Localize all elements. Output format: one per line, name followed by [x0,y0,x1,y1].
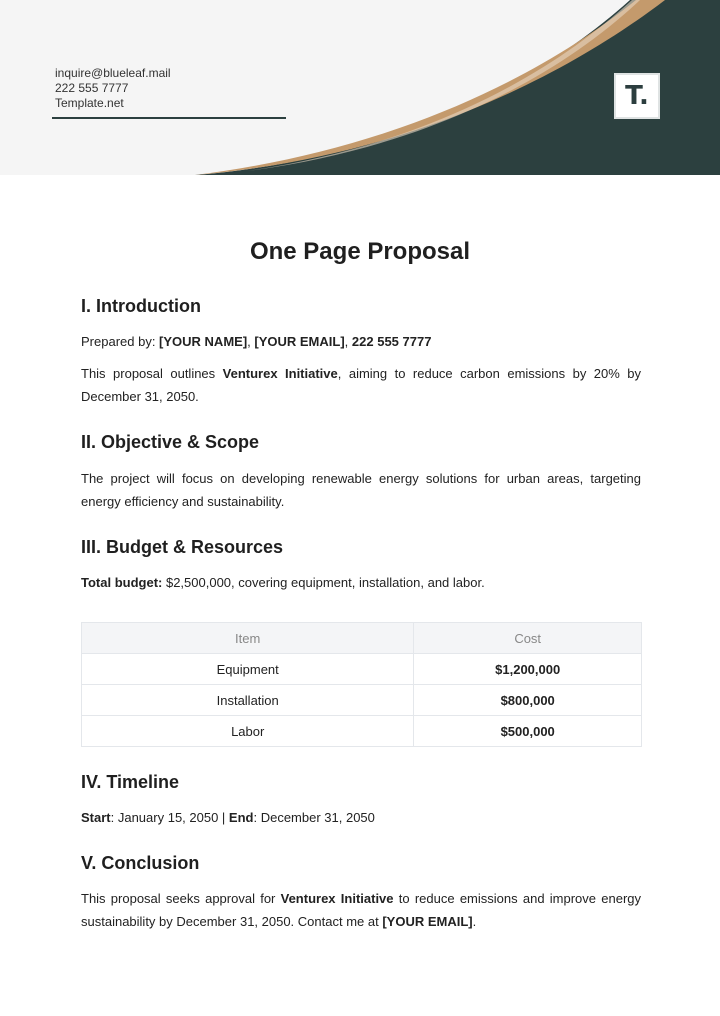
contact-email[interactable]: inquire@blueleaf.mail [55,66,171,80]
prepared-by [81,330,641,353]
timeline-dates [81,806,641,829]
timeline-end-label: End [228,810,254,825]
conclusion-paragraph [81,887,641,933]
conclusion-text-mid: to reduce emissions and improve energy sustainability by December 31, 2050. Contact me at [81,891,642,929]
table-row [82,685,642,716]
section-objective [81,432,641,453]
header-banner [0,0,720,175]
section-timeline [81,772,641,793]
prepared-phone: 222 555 7777 [351,334,432,349]
page-title: One Page Proposal [249,238,471,265]
prepared-email: [YOUR EMAIL] [254,334,345,349]
objective-heading: II. Objective & Scope [81,432,260,452]
budget-total [81,571,641,594]
section-conclusion [81,853,641,874]
table-cell-cost: $800,000 [414,685,642,716]
intro-text-pre: This proposal outlines [81,366,223,381]
table-row [82,716,642,747]
budget-total-label: Total budget: [81,575,163,590]
logo: T. [614,73,660,119]
introduction-heading: I. Introduction [81,296,201,316]
intro-text-post: , aiming to reduce carbon emissions by 20% by December 31, 2050. [81,366,642,404]
contact-website[interactable]: Template.net [55,96,124,110]
table-cell-item: Labor [82,716,414,747]
prepared-sep-2: , [344,334,352,349]
section-budget [81,537,641,558]
table-header-cost: Cost [414,623,642,654]
table-cell-cost: $1,200,000 [414,654,642,685]
timeline-end-value: : December 31, 2050 [253,810,375,825]
table-row [82,654,642,685]
prepared-name: [YOUR NAME] [159,334,248,349]
contact-info [55,66,171,111]
prepared-sep-1: , [247,334,255,349]
contact-divider [52,117,286,119]
intro-project-name: Venturex Initiative [222,366,338,381]
introduction-paragraph [81,362,641,408]
table-cell-item: Equipment [82,654,414,685]
objective-text: The project will focus on developing renewable energy solutions for urban areas, targeting energy efficiency and sustainability. [81,471,641,509]
budget-table [81,622,642,747]
budget-total-text: $2,500,000, covering equipment, installation, and labor. [162,575,485,590]
objective-paragraph [81,467,641,513]
timeline-start-label: Start [81,810,111,825]
conclusion-heading: V. Conclusion [81,853,200,873]
timeline-start-value: : January 15, 2050 | [110,810,229,825]
conclusion-text-post: . [472,914,477,929]
table-cell-cost: $500,000 [414,716,642,747]
contact-phone: 222 555 7777 [55,81,129,95]
timeline-heading: IV. Timeline [81,772,180,792]
prepared-label: Prepared by: [81,334,160,349]
table-cell-item: Installation [82,685,414,716]
conclusion-text-pre: This proposal seeks approval for [81,891,281,906]
section-introduction [81,296,641,317]
table-header-row [82,623,642,654]
budget-heading: III. Budget & Resources [81,537,284,557]
conclusion-project-name: Venturex Initiative [280,891,394,906]
conclusion-email: [YOUR EMAIL] [382,914,473,929]
table-header-item: Item [82,623,414,654]
